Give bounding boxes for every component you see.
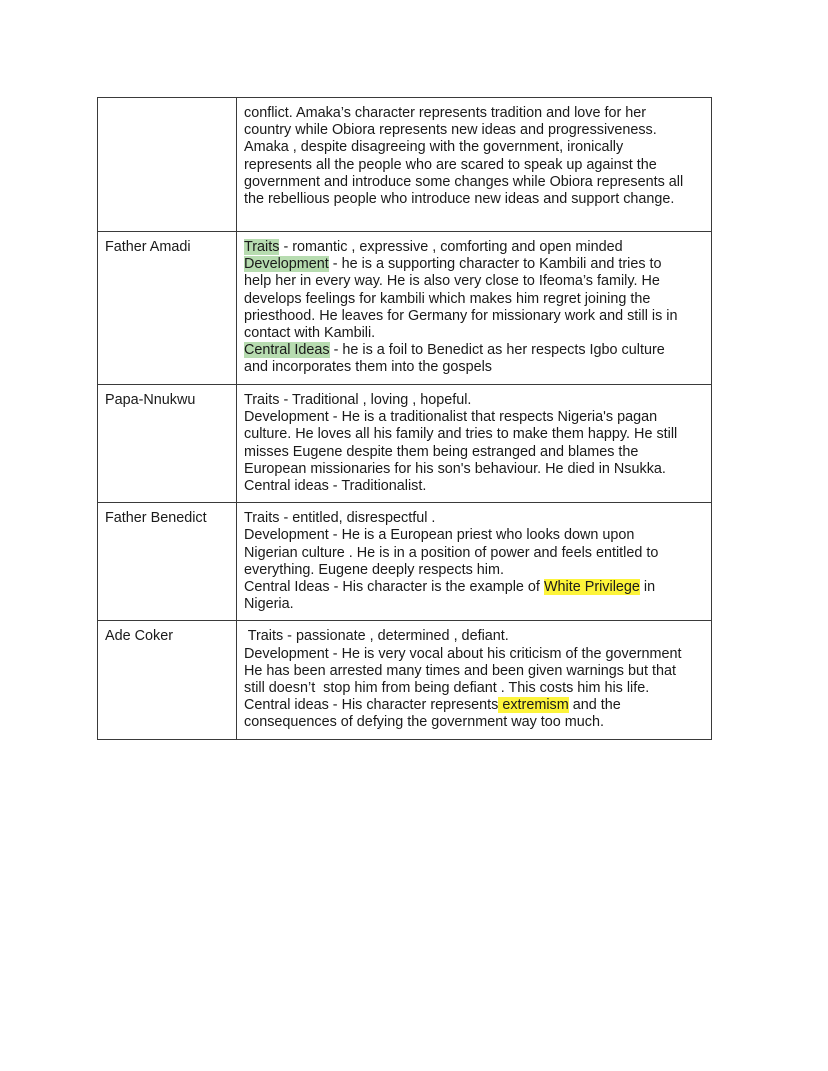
text-line: government and introduce some changes while Obiora represents all: [244, 173, 684, 190]
table-row: [98, 232, 712, 385]
character-name-cell: Father Amadi: [98, 232, 237, 385]
text-line: country while Obiora represents new ideas and progressiveness.: [244, 122, 657, 139]
text-run: and the: [568, 697, 621, 714]
character-name-cell: [98, 98, 237, 232]
text-line: represents all the people who are scared to speak up against the: [244, 156, 657, 173]
text-line: everything. Eugene deeply respects him.: [244, 561, 504, 578]
character-name-cell: Ade Coker: [98, 621, 237, 739]
character-description-cell: [237, 385, 712, 503]
text-line: [244, 256, 704, 273]
character-description-cell: [237, 232, 712, 385]
table-row: [98, 621, 712, 739]
table-row: [98, 385, 712, 503]
text-line: Development - He is a European priest who looks down upon: [244, 527, 635, 544]
text-line: misses Eugene despite them being estranged and blames the: [244, 443, 639, 460]
character-analysis-table: [97, 97, 712, 740]
text-run: - he is a supporting character to Kambili and tries to: [328, 256, 662, 273]
text-line: develops feelings for kambili which makes him regret joining the: [244, 290, 651, 307]
text-line: [244, 342, 704, 359]
text-line: help her in every way. He is also very close to Ifeoma’s family. He: [244, 273, 660, 290]
highlight-green: Traits: [244, 239, 280, 255]
text-line: priesthood. He leaves for Germany for missionary work and still is in: [244, 307, 678, 324]
text-run: - romantic , expressive , comforting and open minded: [279, 239, 623, 255]
character-description-cell: [237, 503, 712, 621]
text-run: - he is a foil to Benedict as her respects Igbo culture: [329, 342, 665, 359]
text-line: [244, 239, 704, 256]
text-line: Traits - passionate , determined , defiant.: [244, 628, 509, 645]
character-description-cell: [237, 621, 712, 739]
text-line: conflict. Amaka’s character represents tradition and love for her: [244, 105, 647, 121]
highlight-yellow: White Privilege: [543, 579, 640, 596]
table-row: [98, 503, 712, 621]
text-line: culture. He loves all his family and tries to make them happy. He still: [244, 426, 678, 443]
text-line: the rebellious people who introduce new ideas and support change.: [244, 191, 675, 208]
text-line: Traits - entitled, disrespectful .: [244, 510, 436, 527]
text-line: and incorporates them into the gospels: [244, 359, 492, 376]
text-line: Development - He is very vocal about his criticism of the government: [244, 645, 682, 662]
text-line: contact with Kambili.: [244, 325, 376, 342]
text-run: Central ideas - His character represents: [244, 697, 499, 714]
character-name-cell: Papa-Nnukwu: [98, 385, 237, 503]
text-line: Nigeria.: [244, 596, 294, 613]
highlight-yellow: extremism: [498, 697, 569, 714]
text-line: Nigerian culture . He is in a position of power and feels entitled to: [244, 544, 659, 561]
text-line: Development - He is a traditionalist that respects Nigeria's pagan: [244, 409, 658, 426]
text-line: He has been arrested many times and been given warnings but that: [244, 662, 676, 679]
text-line: [244, 579, 704, 596]
character-description-cell: [237, 98, 712, 232]
text-line: [244, 697, 704, 714]
text-run: in: [639, 579, 656, 596]
text-line: European missionaries for his son's behaviour. He died in Nsukka.: [244, 460, 666, 477]
text-run: Central Ideas - His character is the example of: [244, 579, 544, 596]
table-row: [98, 98, 712, 232]
text-line: Amaka , despite disagreeing with the government, ironically: [244, 139, 624, 156]
text-line: consequences of defying the government way too much.: [244, 714, 604, 731]
character-name-cell: Father Benedict: [98, 503, 237, 621]
text-line: Traits - Traditional , loving , hopeful.: [244, 392, 472, 408]
highlight-green: Development: [244, 256, 329, 273]
text-line: still doesn’t stop him from being defiant . This costs him his life.: [244, 680, 650, 697]
text-line: Central ideas - Traditionalist.: [244, 478, 427, 495]
highlight-green: Central Ideas: [244, 342, 330, 359]
